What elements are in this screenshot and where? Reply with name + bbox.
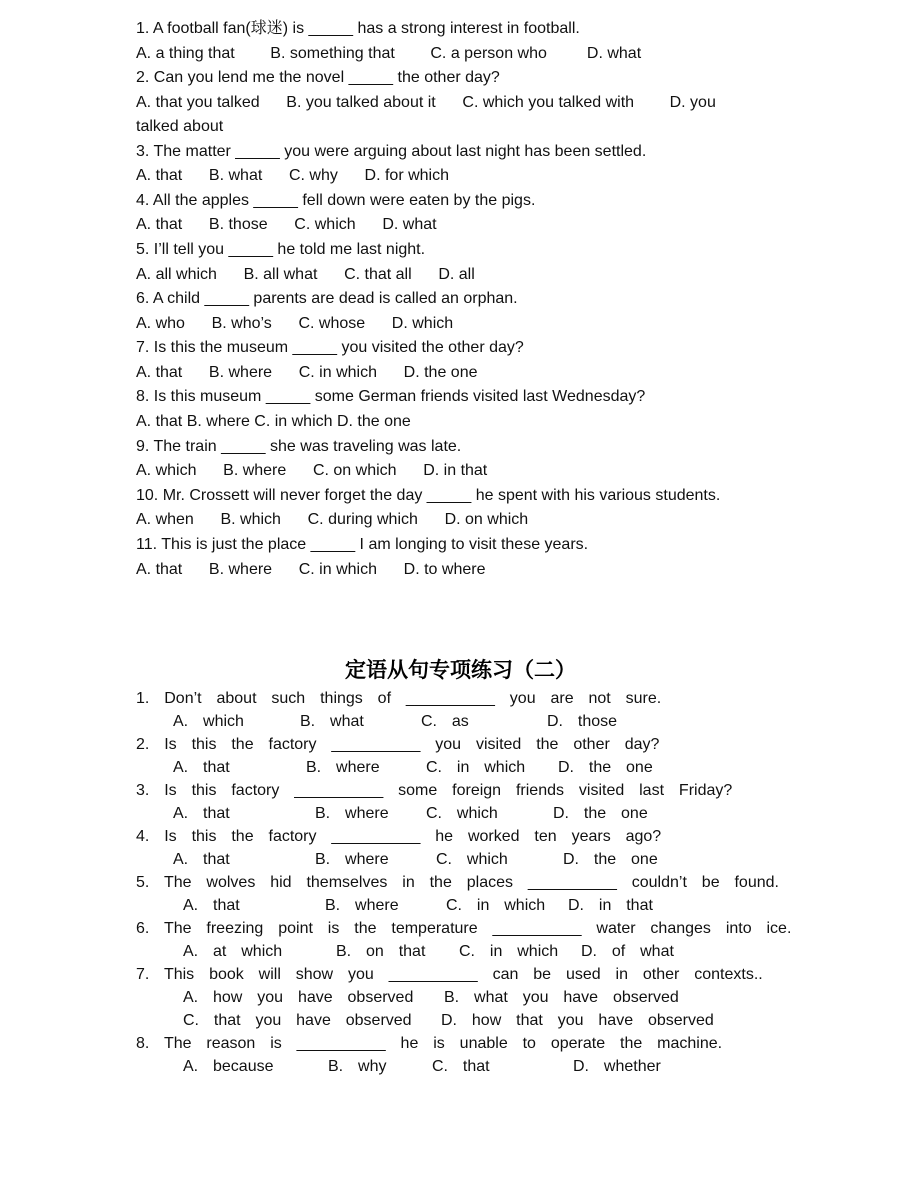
question-text: 8. The reason is __________ he is unable to operate the machine. [136, 1035, 723, 1052]
option-a: A. because [183, 1058, 274, 1075]
option-a: A. that [173, 759, 230, 776]
option-a: A. that [183, 897, 240, 914]
question-text: 7. This book will show you __________ can be used in other contexts.. [136, 966, 763, 983]
option-c: C. in which [459, 943, 559, 960]
question-4-text: 4. All the apples _____ fell down were eaten by the pigs. [136, 192, 536, 209]
option-a: A. at which [183, 943, 283, 960]
option-a: A. that [173, 805, 230, 822]
option-b: B. where [315, 851, 389, 868]
option-c: C. as [421, 713, 469, 730]
option-a: A. that [173, 851, 230, 868]
question-1-text: 1. A football fan(球迷) is _____ has a strong interest in football. [136, 20, 580, 37]
option-b: B. where [325, 897, 399, 914]
question-6-options: A. who B. who’s C. whose D. which [136, 315, 454, 332]
option-d: D. the one [563, 851, 658, 868]
option-c: C. that [432, 1058, 490, 1075]
option-b: B. why [328, 1058, 387, 1075]
option-d: D. the one [553, 805, 648, 822]
option-b: B. where [315, 805, 389, 822]
question-11-options: A. that B. where C. in which D. to where [136, 561, 486, 578]
option-b: B. what you have observed [444, 989, 679, 1006]
option-c: C. in which [446, 897, 546, 914]
option-a: A. how you have observed [183, 989, 414, 1006]
option-c: C. which [426, 805, 498, 822]
question-3-options: A. that B. what C. why D. for which [136, 167, 449, 184]
question-5-text: 5. I’ll tell you _____ he told me last night. [136, 241, 426, 258]
question-1-options: A. a thing that B. something that C. a person who D. what [136, 45, 642, 62]
option-d: D. of what [581, 943, 674, 960]
question-7-text: 7. Is this the museum _____ you visited the other day? [136, 339, 524, 356]
question-10-text: 10. Mr. Crossett will never forget the day _____ he spent with his various students. [136, 487, 721, 504]
question-text: 6. The freezing point is the temperature __________ water changes into ice. [136, 920, 792, 937]
question-11-text: 11. This is just the place _____ I am longing to visit these years. [136, 536, 589, 553]
section-title: 定语从句专项练习（二） [345, 658, 576, 682]
question-text: 1. Don’t about such things of __________ you are not sure. [136, 690, 662, 707]
question-3-text: 3. The matter _____ you were arguing about last night has been settled. [136, 143, 647, 160]
option-c: C. which [436, 851, 508, 868]
question-4-options: A. that B. those C. which D. what [136, 216, 437, 233]
question-text: 5. The wolves hid themselves in the places __________ couldn’t be found. [136, 874, 779, 891]
question-8-text: 8. Is this museum _____ some German friends visited last Wednesday? [136, 388, 646, 405]
option-d: D. the one [558, 759, 653, 776]
option-b: B. what [300, 713, 364, 730]
question-text: 2. Is this the factory __________ you visited the other day? [136, 736, 660, 753]
question-9-options: A. which B. where C. on which D. in that [136, 462, 488, 479]
question-text: 3. Is this factory __________ some foreign friends visited last Friday? [136, 782, 733, 799]
option-d: D. how that you have observed [441, 1012, 714, 1029]
option-c: C. that you have observed [183, 1012, 412, 1029]
option-d: D. whether [573, 1058, 661, 1075]
question-9-text: 9. The train _____ she was traveling was late. [136, 438, 462, 455]
question-6-text: 6. A child _____ parents are dead is called an orphan. [136, 290, 518, 307]
option-c: C. in which [426, 759, 526, 776]
question-2-options: A. that you talked B. you talked about it C. which you talked with D. you [136, 94, 716, 111]
option-a: A. which [173, 713, 244, 730]
question-5-options: A. all which B. all what C. that all D. all [136, 266, 475, 283]
question-8-options: A. that B. where C. in which D. the one [136, 413, 411, 430]
question-2-options-continued: talked about [136, 118, 224, 135]
question-2-text: 2. Can you lend me the novel _____ the other day? [136, 69, 500, 86]
question-10-options: A. when B. which C. during which D. on which [136, 511, 529, 528]
option-b: B. where [306, 759, 380, 776]
question-text: 4. Is this the factory __________ he worked ten years ago? [136, 828, 662, 845]
option-d: D. in that [568, 897, 653, 914]
option-d: D. those [547, 713, 618, 730]
question-7-options: A. that B. where C. in which D. the one [136, 364, 478, 381]
option-b: B. on that [336, 943, 426, 960]
